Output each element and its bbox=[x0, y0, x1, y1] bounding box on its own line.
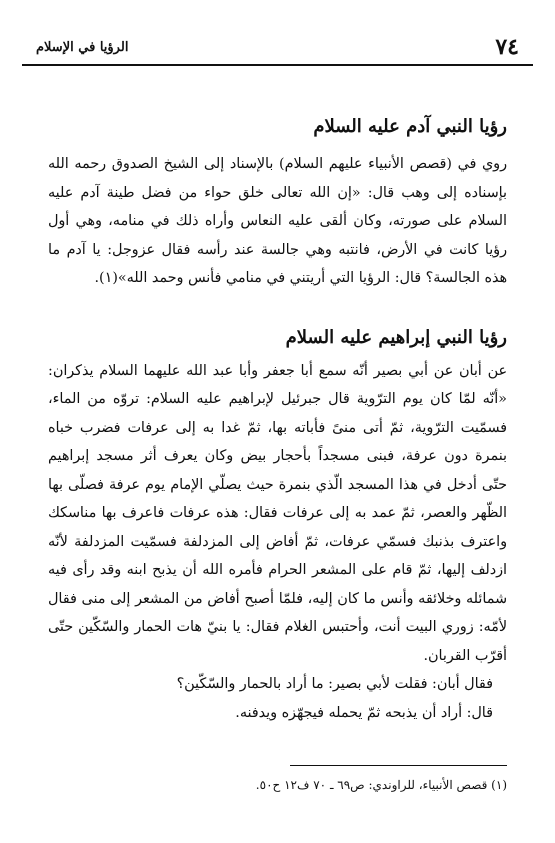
page-number: ٧٤ bbox=[495, 34, 519, 60]
section-adam-dream bbox=[48, 112, 507, 293]
running-title: الرؤيا في الإسلام bbox=[36, 40, 129, 55]
page-header bbox=[22, 28, 533, 64]
footnote: (١) قصص الأنبياء، للراوندي: ص٦٩ ـ ٧٠ ف١٢ ح٥٠. bbox=[255, 778, 507, 792]
paragraph-ibrahim-narration: عن أبان عن أبي بصير أنّه سمع أبا جعفر وأبا عبد الله عليهما السلام يذكران: «أنّه لمّا كان يوم الترّوية قال جبرئيل لإبراهيم عليه السلام: تروّه من الماء، فسمّيت الترّوية، ثمّ أتى منىً فأباته بها، ثمّ غدا به إلى عرفات فضرب خباه بنمرة دون عرفة، فبنى مسجداً بأحجار بيض وكان يعرف أثر مسجد إبراهيم حتّى أدخل في هذا المسجد الّذي بنمرة حيث يصلّي الإمام يوم عرفة فصلّى بها الظّهر والعصر، ثمّ عمد به إلى عرفات فقال: هذه عرفات فاعرف بها مناسكك واعترف بذنبك فسمّي عرفات، ثمّ أفاض إلى المزدلفة فسمّيت المزدلفة لأنّه ازدلف إليها، ثمّ قام على المشعر الحرام فأمره الله أن يذبح ابنه وقد رأى فيه شمائله وخلائقه وأنس ما كان إليه، فلمّا أصبح أفاض من المشعر إلى منى فقال لأمّه: زوري البيت أنت، وأحتبس الغلام فقال: يا بنيّ هات الحمار والسّكّين حتّى أقرّب القربان. bbox=[48, 362, 507, 664]
paragraph-adam: روي في (قصص الأنبياء عليهم السلام) بالإسناد إلى الشيخ الصدوق رحمه الله بإسناده إلى وهب قال: «إن الله تعالى خلق حواء من فضل طينة آدم عليه السلام على صورته، وكان ألقى عليه النعاس وأراه ذلك في منامه، وهي أول رؤيا كانت في الأرض، فانتبه وهي جالسة عند رأسه فقال عزوجل: يا آدم ما هذه الجالسة؟ قال: الرؤيا التي أريتني في منامي فأنس وحمد الله»(١). bbox=[48, 156, 508, 286]
footnote-rule bbox=[290, 765, 507, 766]
paragraph-answer: قال: أراد أن يذبحه ثمّ يحمله فيجهّزه ويدفنه. bbox=[235, 704, 493, 721]
header-rule bbox=[22, 64, 533, 66]
section-ibrahim-dream bbox=[48, 323, 507, 728]
section-heading-ibrahim: رؤيا النبي إبراهيم عليه السلام bbox=[285, 326, 507, 348]
section-heading-adam: رؤيا النبي آدم عليه السلام bbox=[313, 116, 507, 137]
page-body bbox=[48, 112, 507, 727]
paragraph-aban-question: فقال أبان: فقلت لأبي بصير: ما أراد بالحمار والسّكّين؟ bbox=[176, 676, 493, 692]
